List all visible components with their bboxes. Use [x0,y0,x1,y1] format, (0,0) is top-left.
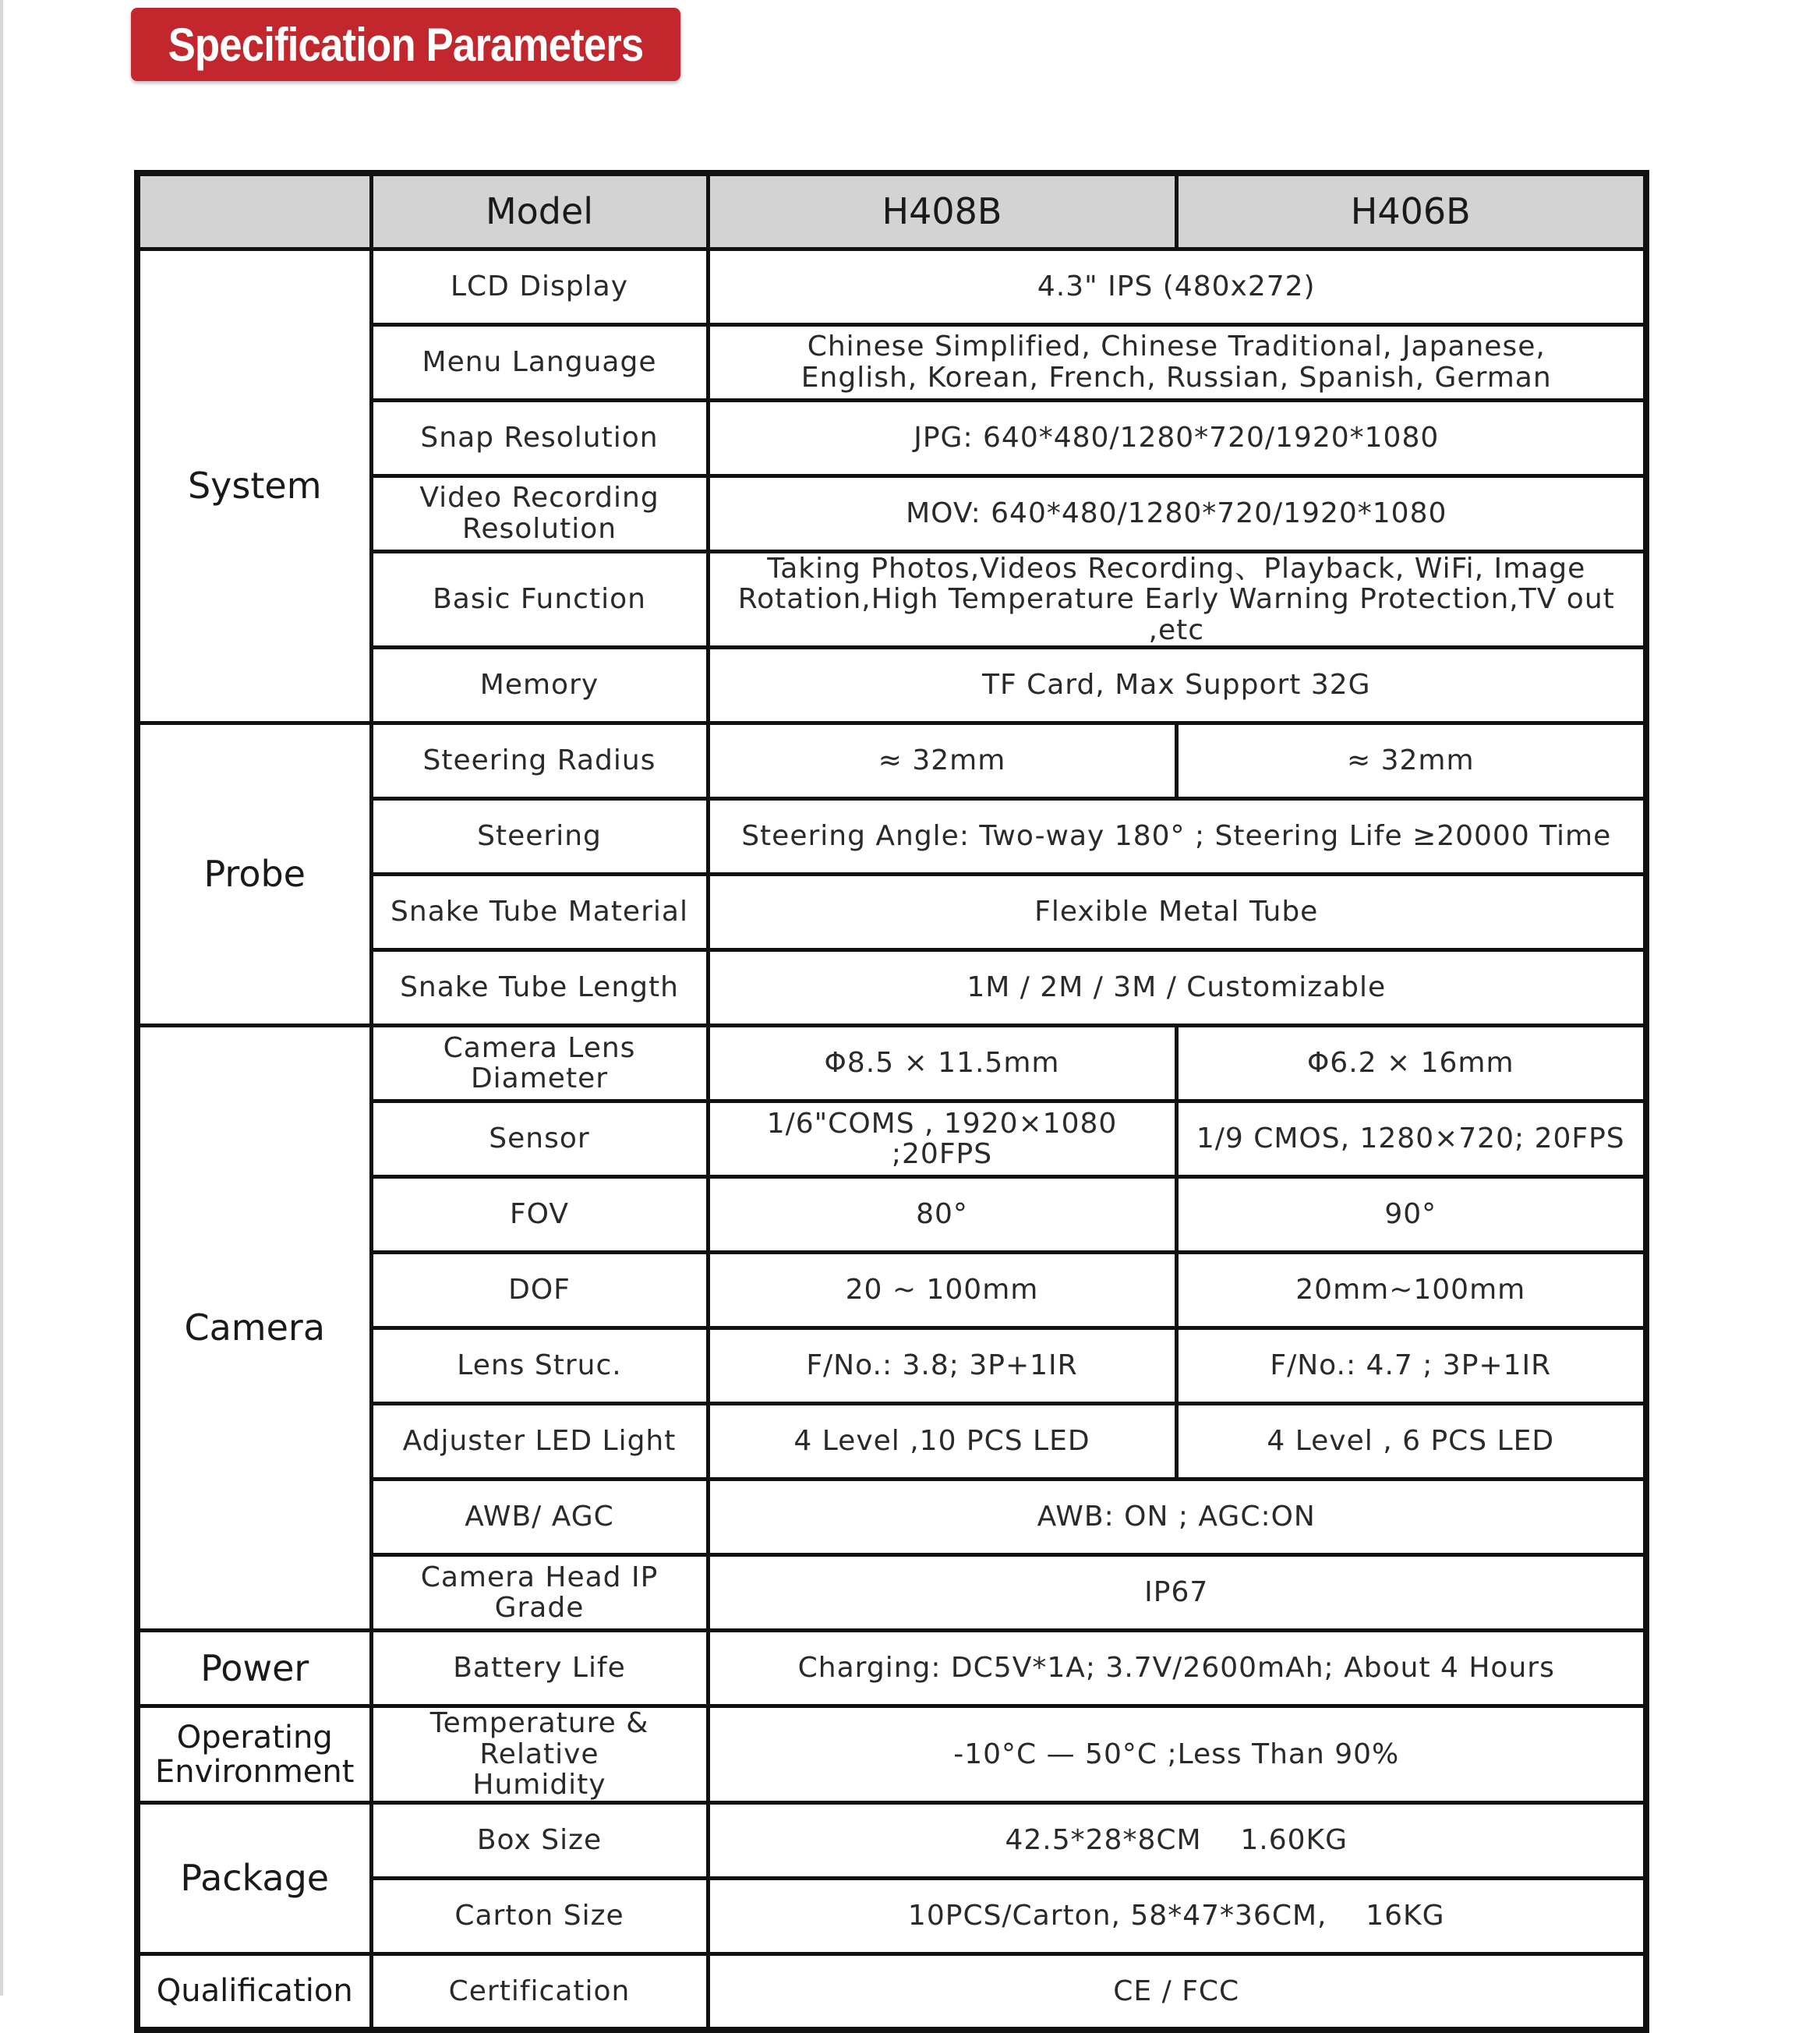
param-certification: Certification [371,1954,708,2030]
category-camera: Camera [137,1026,371,1631]
value-lens-struc-h408b: F/No.: 3.8; 3P+1IR [708,1328,1176,1404]
value-video-recording-resolution: MOV: 640*480/1280*720/1920*1080 [708,476,1646,551]
value-camera-head-ip-grade: IP67 [708,1555,1646,1631]
title-banner [131,8,680,81]
category-package: Package [137,1803,371,1954]
header-model-h406b: H406B [1176,173,1646,249]
value-adjuster-led-light-h406b: 4 Level , 6 PCS LED [1176,1404,1646,1480]
table-row [137,1026,1646,1101]
table-row [137,1954,1646,2030]
value-certification: CE / FCC [708,1954,1646,2030]
value-camera-lens-diameter-h408b: Φ8.5 × 11.5mm [708,1026,1176,1101]
value-temperature-humidity: -10°C — 50°C ;Less Than 90% [708,1706,1646,1803]
param-lens-struc: Lens Struc. [371,1328,708,1404]
param-snake-tube-length: Snake Tube Length [371,950,708,1026]
param-camera-head-ip-grade: Camera Head IP Grade [371,1555,708,1631]
value-basic-function: Taking Photos,Videos Recording、Playback, WiFi, Image Rotation,High Temperature Early Warning Protection,TV out ,etc [708,551,1646,648]
value-snap-resolution: JPG: 640*480/1280*720/1920*1080 [708,400,1646,476]
param-camera-lens-diameter: Camera Lens Diameter [371,1026,708,1101]
table-row [137,1803,1646,1879]
param-temperature-humidity: Temperature & Relative Humidity [371,1706,708,1803]
param-menu-language: Menu Language [371,324,708,400]
category-system: System [137,249,371,723]
value-memory: TF Card, Max Support 32G [708,648,1646,723]
param-video-recording-resolution: Video Recording Resolution [371,476,708,551]
param-dof: DOF [371,1253,708,1328]
param-snake-tube-material: Snake Tube Material [371,875,708,950]
value-steering-radius-h408b: ≈ 32mm [708,723,1176,799]
value-snake-tube-length: 1M / 2M / 3M / Customizable [708,950,1646,1026]
param-steering-radius: Steering Radius [371,723,708,799]
value-snake-tube-material: Flexible Metal Tube [708,875,1646,950]
param-carton-size: Carton Size [371,1879,708,1954]
page-title: Specification Parameters [168,18,644,71]
table-row [137,249,1646,324]
page-left-edge [0,0,3,1996]
table-row [137,1631,1646,1706]
value-dof-h408b: 20 ~ 100mm [708,1253,1176,1328]
param-lcd-display: LCD Display [371,249,708,324]
value-steering: Steering Angle: Two-way 180° ; Steering Life ≥20000 Time [708,799,1646,875]
param-sensor: Sensor [371,1101,708,1177]
value-menu-language: Chinese Simplified, Chinese Traditional, Japanese, English, Korean, French, Russian, Spanish, German [708,324,1646,400]
param-fov: FOV [371,1177,708,1253]
param-battery-life: Battery Life [371,1631,708,1706]
param-steering: Steering [371,799,708,875]
value-dof-h406b: 20mm~100mm [1176,1253,1646,1328]
param-memory: Memory [371,648,708,723]
category-power: Power [137,1631,371,1706]
param-adjuster-led-light: Adjuster LED Light [371,1404,708,1480]
category-operating-environment: Operating Environment [137,1706,371,1803]
param-basic-function: Basic Function [371,551,708,648]
value-steering-radius-h406b: ≈ 32mm [1176,723,1646,799]
value-lcd-display: 4.3" IPS (480x272) [708,249,1646,324]
value-fov-h406b: 90° [1176,1177,1646,1253]
value-fov-h408b: 80° [708,1177,1176,1253]
value-sensor-h406b: 1/9 CMOS, 1280×720; 20FPS [1176,1101,1646,1177]
value-sensor-h408b: 1/6"COMS , 1920×1080 ;20FPS [708,1101,1176,1177]
value-adjuster-led-light-h408b: 4 Level ,10 PCS LED [708,1404,1176,1480]
value-battery-life: Charging: DC5V*1A; 3.7V/2600mAh; About 4 Hours [708,1631,1646,1706]
header-model-label: Model [371,173,708,249]
value-awb-agc: AWB: ON ; AGC:ON [708,1480,1646,1555]
value-box-size: 42.5*28*8CM 1.60KG [708,1803,1646,1879]
param-snap-resolution: Snap Resolution [371,400,708,476]
param-box-size: Box Size [371,1803,708,1879]
category-qualification: Qualification [137,1954,371,2030]
param-awb-agc: AWB/ AGC [371,1480,708,1555]
header-model-h408b: H408B [708,173,1176,249]
value-camera-lens-diameter-h406b: Φ6.2 × 16mm [1176,1026,1646,1101]
table-row [137,723,1646,799]
value-carton-size: 10PCS/Carton, 58*47*36CM, 16KG [708,1879,1646,1954]
header-row [137,173,1646,249]
specification-table [134,170,1649,2033]
table-row [137,1706,1646,1803]
category-probe: Probe [137,723,371,1026]
value-lens-struc-h406b: F/No.: 4.7 ; 3P+1IR [1176,1328,1646,1404]
header-corner-cell [137,173,371,249]
